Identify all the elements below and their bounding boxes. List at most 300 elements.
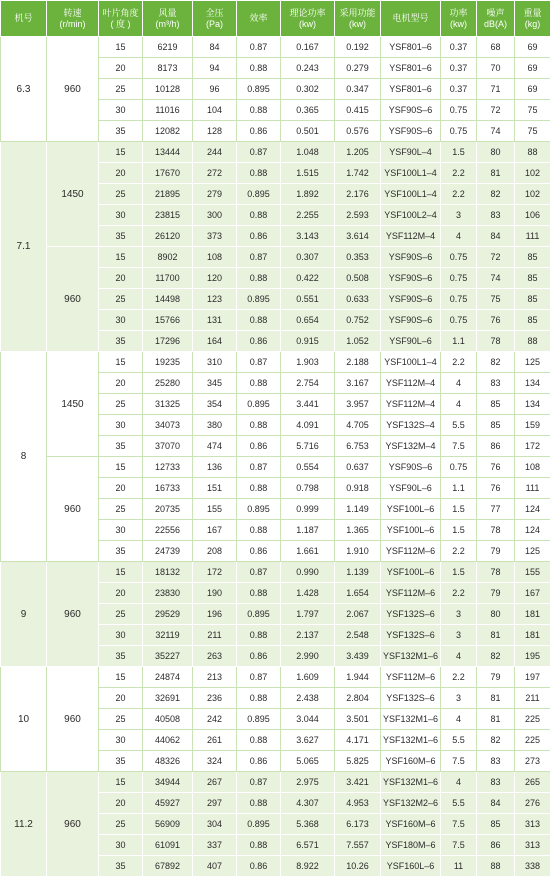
table-row bbox=[1, 37, 550, 58]
noise-cell: 83 bbox=[477, 205, 515, 226]
noise-cell: 81 bbox=[477, 688, 515, 709]
column-header-unit: (kw) bbox=[335, 19, 380, 30]
total-pressure-cell: 123 bbox=[193, 289, 237, 310]
column-header-unit: (Pa) bbox=[193, 19, 236, 30]
efficiency-cell: 0.88 bbox=[237, 100, 281, 121]
adopted-power-cell: 3.501 bbox=[335, 709, 381, 730]
blade-angle-cell: 15 bbox=[99, 142, 143, 163]
total-pressure-cell: 196 bbox=[193, 604, 237, 625]
column-header bbox=[281, 1, 335, 37]
blade-angle-cell: 20 bbox=[99, 793, 143, 814]
weight-cell: 265 bbox=[515, 772, 550, 793]
column-header bbox=[143, 1, 193, 37]
theoretical-power-cell: 1.048 bbox=[281, 142, 335, 163]
total-pressure-cell: 267 bbox=[193, 772, 237, 793]
total-pressure-cell: 104 bbox=[193, 100, 237, 121]
air-volume-cell: 61091 bbox=[143, 835, 193, 856]
motor-power-cell: 1.5 bbox=[441, 520, 477, 541]
efficiency-cell: 0.88 bbox=[237, 373, 281, 394]
air-volume-cell: 23830 bbox=[143, 583, 193, 604]
motor-model-cell: YSF132S–6 bbox=[381, 688, 441, 709]
adopted-power-cell: 5.825 bbox=[335, 751, 381, 772]
theoretical-power-cell: 2.137 bbox=[281, 625, 335, 646]
noise-cell: 86 bbox=[477, 835, 515, 856]
motor-model-cell: YSF132S–6 bbox=[381, 604, 441, 625]
efficiency-cell: 0.87 bbox=[237, 142, 281, 163]
adopted-power-cell: 0.637 bbox=[335, 457, 381, 478]
theoretical-power-cell: 0.243 bbox=[281, 58, 335, 79]
adopted-power-cell: 2.548 bbox=[335, 625, 381, 646]
column-header bbox=[47, 1, 99, 37]
total-pressure-cell: 297 bbox=[193, 793, 237, 814]
weight-cell: 124 bbox=[515, 520, 550, 541]
air-volume-cell: 17296 bbox=[143, 331, 193, 352]
air-volume-cell: 8173 bbox=[143, 58, 193, 79]
weight-cell: 181 bbox=[515, 604, 550, 625]
weight-cell: 88 bbox=[515, 331, 550, 352]
total-pressure-cell: 120 bbox=[193, 268, 237, 289]
air-volume-cell: 22556 bbox=[143, 520, 193, 541]
table-row bbox=[1, 667, 550, 688]
air-volume-cell: 29529 bbox=[143, 604, 193, 625]
total-pressure-cell: 354 bbox=[193, 394, 237, 415]
air-volume-cell: 12733 bbox=[143, 457, 193, 478]
column-header bbox=[1, 1, 47, 37]
air-volume-cell: 45927 bbox=[143, 793, 193, 814]
weight-cell: 125 bbox=[515, 352, 550, 373]
motor-model-cell: YSF90S–6 bbox=[381, 121, 441, 142]
blade-angle-cell: 20 bbox=[99, 268, 143, 289]
motor-model-cell: YSF112M–6 bbox=[381, 541, 441, 562]
efficiency-cell: 0.87 bbox=[237, 772, 281, 793]
motor-power-cell: 7.5 bbox=[441, 436, 477, 457]
air-volume-cell: 32119 bbox=[143, 625, 193, 646]
theoretical-power-cell: 0.307 bbox=[281, 247, 335, 268]
adopted-power-cell: 1.365 bbox=[335, 520, 381, 541]
air-volume-cell: 11016 bbox=[143, 100, 193, 121]
total-pressure-cell: 407 bbox=[193, 856, 237, 877]
speed-cell: 960 bbox=[47, 772, 99, 877]
air-volume-cell: 56909 bbox=[143, 814, 193, 835]
efficiency-cell: 0.86 bbox=[237, 751, 281, 772]
motor-power-cell: 0.75 bbox=[441, 268, 477, 289]
air-volume-cell: 26120 bbox=[143, 226, 193, 247]
weight-cell: 75 bbox=[515, 100, 550, 121]
total-pressure-cell: 263 bbox=[193, 646, 237, 667]
motor-model-cell: YSF90L–6 bbox=[381, 478, 441, 499]
adopted-power-cell: 7.557 bbox=[335, 835, 381, 856]
motor-power-cell: 0.75 bbox=[441, 310, 477, 331]
noise-cell: 72 bbox=[477, 247, 515, 268]
motor-model-cell: YSF100L1–4 bbox=[381, 163, 441, 184]
motor-model-cell: YSF112M–4 bbox=[381, 226, 441, 247]
motor-model-cell: YSF132M2–6 bbox=[381, 793, 441, 814]
model-number-cell: 7.1 bbox=[1, 142, 47, 352]
theoretical-power-cell: 0.365 bbox=[281, 100, 335, 121]
noise-cell: 88 bbox=[477, 856, 515, 877]
noise-cell: 81 bbox=[477, 709, 515, 730]
noise-cell: 78 bbox=[477, 331, 515, 352]
table-header bbox=[1, 1, 550, 37]
blade-angle-cell: 15 bbox=[99, 667, 143, 688]
adopted-power-cell: 1.944 bbox=[335, 667, 381, 688]
adopted-power-cell: 0.918 bbox=[335, 478, 381, 499]
weight-cell: 134 bbox=[515, 373, 550, 394]
theoretical-power-cell: 0.167 bbox=[281, 37, 335, 58]
air-volume-cell: 34073 bbox=[143, 415, 193, 436]
motor-model-cell: YSF132M1–6 bbox=[381, 730, 441, 751]
blade-angle-cell: 25 bbox=[99, 289, 143, 310]
efficiency-cell: 0.88 bbox=[237, 520, 281, 541]
noise-cell: 83 bbox=[477, 751, 515, 772]
theoretical-power-cell: 1.609 bbox=[281, 667, 335, 688]
total-pressure-cell: 155 bbox=[193, 499, 237, 520]
blade-angle-cell: 35 bbox=[99, 541, 143, 562]
table-body bbox=[1, 37, 550, 877]
noise-cell: 82 bbox=[477, 184, 515, 205]
weight-cell: 197 bbox=[515, 667, 550, 688]
blade-angle-cell: 30 bbox=[99, 205, 143, 226]
air-volume-cell: 23815 bbox=[143, 205, 193, 226]
blade-angle-cell: 25 bbox=[99, 604, 143, 625]
efficiency-cell: 0.88 bbox=[237, 835, 281, 856]
air-volume-cell: 18132 bbox=[143, 562, 193, 583]
air-volume-cell: 37070 bbox=[143, 436, 193, 457]
efficiency-cell: 0.88 bbox=[237, 163, 281, 184]
blade-angle-cell: 20 bbox=[99, 478, 143, 499]
total-pressure-cell: 337 bbox=[193, 835, 237, 856]
column-header-label: 功率 bbox=[441, 8, 476, 19]
motor-power-cell: 3 bbox=[441, 625, 477, 646]
blade-angle-cell: 30 bbox=[99, 730, 143, 751]
theoretical-power-cell: 1.797 bbox=[281, 604, 335, 625]
motor-model-cell: YSF132S–6 bbox=[381, 625, 441, 646]
motor-model-cell: YSF100L–6 bbox=[381, 562, 441, 583]
weight-cell: 85 bbox=[515, 247, 550, 268]
motor-model-cell: YSF90S–6 bbox=[381, 310, 441, 331]
weight-cell: 172 bbox=[515, 436, 550, 457]
noise-cell: 72 bbox=[477, 100, 515, 121]
column-header-unit: (kg) bbox=[515, 19, 550, 30]
theoretical-power-cell: 1.428 bbox=[281, 583, 335, 604]
weight-cell: 108 bbox=[515, 457, 550, 478]
weight-cell: 125 bbox=[515, 541, 550, 562]
blade-angle-cell: 30 bbox=[99, 520, 143, 541]
noise-cell: 81 bbox=[477, 625, 515, 646]
total-pressure-cell: 345 bbox=[193, 373, 237, 394]
total-pressure-cell: 279 bbox=[193, 184, 237, 205]
total-pressure-cell: 190 bbox=[193, 583, 237, 604]
motor-power-cell: 3 bbox=[441, 205, 477, 226]
efficiency-cell: 0.86 bbox=[237, 226, 281, 247]
air-volume-cell: 24874 bbox=[143, 667, 193, 688]
motor-model-cell: YSF100L1–4 bbox=[381, 352, 441, 373]
speed-cell: 1450 bbox=[47, 142, 99, 247]
model-number-cell: 6.3 bbox=[1, 37, 47, 142]
theoretical-power-cell: 3.627 bbox=[281, 730, 335, 751]
weight-cell: 88 bbox=[515, 142, 550, 163]
total-pressure-cell: 211 bbox=[193, 625, 237, 646]
efficiency-cell: 0.86 bbox=[237, 436, 281, 457]
total-pressure-cell: 131 bbox=[193, 310, 237, 331]
blade-angle-cell: 15 bbox=[99, 772, 143, 793]
motor-power-cell: 0.75 bbox=[441, 100, 477, 121]
weight-cell: 159 bbox=[515, 415, 550, 436]
column-header-label: 转速 bbox=[47, 8, 98, 19]
motor-power-cell: 7.5 bbox=[441, 751, 477, 772]
total-pressure-cell: 213 bbox=[193, 667, 237, 688]
noise-cell: 77 bbox=[477, 499, 515, 520]
motor-model-cell: YSF100L1–4 bbox=[381, 184, 441, 205]
air-volume-cell: 21895 bbox=[143, 184, 193, 205]
blade-angle-cell: 25 bbox=[99, 814, 143, 835]
blade-angle-cell: 25 bbox=[99, 709, 143, 730]
motor-model-cell: YSF801–6 bbox=[381, 37, 441, 58]
adopted-power-cell: 3.167 bbox=[335, 373, 381, 394]
total-pressure-cell: 304 bbox=[193, 814, 237, 835]
air-volume-cell: 20735 bbox=[143, 499, 193, 520]
noise-cell: 84 bbox=[477, 793, 515, 814]
total-pressure-cell: 236 bbox=[193, 688, 237, 709]
theoretical-power-cell: 3.143 bbox=[281, 226, 335, 247]
motor-power-cell: 1.1 bbox=[441, 478, 477, 499]
weight-cell: 225 bbox=[515, 730, 550, 751]
theoretical-power-cell: 0.302 bbox=[281, 79, 335, 100]
adopted-power-cell: 0.353 bbox=[335, 247, 381, 268]
blade-angle-cell: 35 bbox=[99, 751, 143, 772]
blade-angle-cell: 20 bbox=[99, 58, 143, 79]
motor-model-cell: YSF160M–6 bbox=[381, 814, 441, 835]
motor-model-cell: YSF100L–6 bbox=[381, 499, 441, 520]
blade-angle-cell: 15 bbox=[99, 247, 143, 268]
efficiency-cell: 0.895 bbox=[237, 79, 281, 100]
column-header bbox=[477, 1, 515, 37]
noise-cell: 86 bbox=[477, 436, 515, 457]
blade-angle-cell: 20 bbox=[99, 163, 143, 184]
air-volume-cell: 19235 bbox=[143, 352, 193, 373]
theoretical-power-cell: 6.571 bbox=[281, 835, 335, 856]
noise-cell: 70 bbox=[477, 58, 515, 79]
efficiency-cell: 0.88 bbox=[237, 268, 281, 289]
motor-model-cell: YSF90S–6 bbox=[381, 289, 441, 310]
total-pressure-cell: 108 bbox=[193, 247, 237, 268]
motor-power-cell: 1.5 bbox=[441, 142, 477, 163]
efficiency-cell: 0.87 bbox=[237, 457, 281, 478]
motor-model-cell: YSF132M1–6 bbox=[381, 709, 441, 730]
noise-cell: 85 bbox=[477, 415, 515, 436]
weight-cell: 85 bbox=[515, 268, 550, 289]
air-volume-cell: 17670 bbox=[143, 163, 193, 184]
motor-power-cell: 2.2 bbox=[441, 667, 477, 688]
column-header-label: 机号 bbox=[1, 13, 46, 24]
motor-model-cell: YSF132M1–6 bbox=[381, 646, 441, 667]
motor-model-cell: YSF801–6 bbox=[381, 79, 441, 100]
weight-cell: 134 bbox=[515, 394, 550, 415]
motor-power-cell: 0.75 bbox=[441, 457, 477, 478]
noise-cell: 80 bbox=[477, 604, 515, 625]
air-volume-cell: 6219 bbox=[143, 37, 193, 58]
efficiency-cell: 0.88 bbox=[237, 730, 281, 751]
efficiency-cell: 0.895 bbox=[237, 394, 281, 415]
column-header-label: 重量 bbox=[515, 8, 550, 19]
model-number-cell: 8 bbox=[1, 352, 47, 562]
motor-model-cell: YSF90L–6 bbox=[381, 331, 441, 352]
motor-model-cell: YSF132M1–6 bbox=[381, 772, 441, 793]
efficiency-cell: 0.895 bbox=[237, 184, 281, 205]
column-header bbox=[441, 1, 477, 37]
weight-cell: 195 bbox=[515, 646, 550, 667]
adopted-power-cell: 2.067 bbox=[335, 604, 381, 625]
total-pressure-cell: 373 bbox=[193, 226, 237, 247]
adopted-power-cell: 10.26 bbox=[335, 856, 381, 877]
motor-model-cell: YSF132S–4 bbox=[381, 415, 441, 436]
blade-angle-cell: 30 bbox=[99, 100, 143, 121]
total-pressure-cell: 242 bbox=[193, 709, 237, 730]
efficiency-cell: 0.88 bbox=[237, 310, 281, 331]
adopted-power-cell: 1.149 bbox=[335, 499, 381, 520]
efficiency-cell: 0.86 bbox=[237, 646, 281, 667]
weight-cell: 313 bbox=[515, 835, 550, 856]
adopted-power-cell: 2.593 bbox=[335, 205, 381, 226]
column-header-label: 理论功率 bbox=[281, 8, 334, 19]
noise-cell: 85 bbox=[477, 814, 515, 835]
blade-angle-cell: 25 bbox=[99, 184, 143, 205]
theoretical-power-cell: 0.551 bbox=[281, 289, 335, 310]
noise-cell: 79 bbox=[477, 667, 515, 688]
motor-model-cell: YSF180M–6 bbox=[381, 835, 441, 856]
adopted-power-cell: 2.176 bbox=[335, 184, 381, 205]
theoretical-power-cell: 4.091 bbox=[281, 415, 335, 436]
air-volume-cell: 40508 bbox=[143, 709, 193, 730]
efficiency-cell: 0.88 bbox=[237, 793, 281, 814]
motor-model-cell: YSF90S–6 bbox=[381, 247, 441, 268]
adopted-power-cell: 0.576 bbox=[335, 121, 381, 142]
table-row bbox=[1, 247, 550, 268]
motor-power-cell: 0.75 bbox=[441, 121, 477, 142]
total-pressure-cell: 474 bbox=[193, 436, 237, 457]
efficiency-cell: 0.86 bbox=[237, 121, 281, 142]
motor-power-cell: 0.75 bbox=[441, 289, 477, 310]
adopted-power-cell: 1.654 bbox=[335, 583, 381, 604]
efficiency-cell: 0.88 bbox=[237, 583, 281, 604]
theoretical-power-cell: 4.307 bbox=[281, 793, 335, 814]
total-pressure-cell: 244 bbox=[193, 142, 237, 163]
total-pressure-cell: 136 bbox=[193, 457, 237, 478]
theoretical-power-cell: 5.065 bbox=[281, 751, 335, 772]
air-volume-cell: 32691 bbox=[143, 688, 193, 709]
noise-cell: 76 bbox=[477, 310, 515, 331]
air-volume-cell: 13444 bbox=[143, 142, 193, 163]
motor-power-cell: 2.2 bbox=[441, 184, 477, 205]
total-pressure-cell: 208 bbox=[193, 541, 237, 562]
blade-angle-cell: 30 bbox=[99, 835, 143, 856]
speed-cell: 960 bbox=[47, 37, 99, 142]
adopted-power-cell: 0.279 bbox=[335, 58, 381, 79]
blade-angle-cell: 35 bbox=[99, 226, 143, 247]
efficiency-cell: 0.895 bbox=[237, 289, 281, 310]
theoretical-power-cell: 3.044 bbox=[281, 709, 335, 730]
adopted-power-cell: 0.347 bbox=[335, 79, 381, 100]
efficiency-cell: 0.87 bbox=[237, 352, 281, 373]
weight-cell: 273 bbox=[515, 751, 550, 772]
motor-power-cell: 11 bbox=[441, 856, 477, 877]
adopted-power-cell: 1.139 bbox=[335, 562, 381, 583]
weight-cell: 85 bbox=[515, 289, 550, 310]
motor-model-cell: YSF160M–6 bbox=[381, 751, 441, 772]
air-volume-cell: 8902 bbox=[143, 247, 193, 268]
noise-cell: 76 bbox=[477, 457, 515, 478]
table-row bbox=[1, 772, 550, 793]
adopted-power-cell: 4.953 bbox=[335, 793, 381, 814]
noise-cell: 81 bbox=[477, 163, 515, 184]
total-pressure-cell: 84 bbox=[193, 37, 237, 58]
blade-angle-cell: 35 bbox=[99, 331, 143, 352]
air-volume-cell: 31325 bbox=[143, 394, 193, 415]
motor-model-cell: YSF90L–4 bbox=[381, 142, 441, 163]
motor-model-cell: YSF132M–4 bbox=[381, 436, 441, 457]
adopted-power-cell: 3.957 bbox=[335, 394, 381, 415]
total-pressure-cell: 96 bbox=[193, 79, 237, 100]
theoretical-power-cell: 0.915 bbox=[281, 331, 335, 352]
noise-cell: 76 bbox=[477, 478, 515, 499]
weight-cell: 102 bbox=[515, 184, 550, 205]
column-header-unit: (r/min) bbox=[47, 19, 98, 30]
adopted-power-cell: 6.173 bbox=[335, 814, 381, 835]
noise-cell: 79 bbox=[477, 583, 515, 604]
efficiency-cell: 0.87 bbox=[237, 667, 281, 688]
motor-power-cell: 2.2 bbox=[441, 163, 477, 184]
noise-cell: 82 bbox=[477, 730, 515, 751]
efficiency-cell: 0.88 bbox=[237, 478, 281, 499]
efficiency-cell: 0.87 bbox=[237, 562, 281, 583]
motor-power-cell: 5.5 bbox=[441, 793, 477, 814]
total-pressure-cell: 261 bbox=[193, 730, 237, 751]
motor-power-cell: 2.2 bbox=[441, 352, 477, 373]
motor-power-cell: 1.5 bbox=[441, 562, 477, 583]
air-volume-cell: 35227 bbox=[143, 646, 193, 667]
weight-cell: 225 bbox=[515, 709, 550, 730]
weight-cell: 167 bbox=[515, 583, 550, 604]
motor-model-cell: YSF112M–4 bbox=[381, 394, 441, 415]
weight-cell: 111 bbox=[515, 478, 550, 499]
theoretical-power-cell: 5.368 bbox=[281, 814, 335, 835]
noise-cell: 74 bbox=[477, 121, 515, 142]
total-pressure-cell: 167 bbox=[193, 520, 237, 541]
motor-model-cell: YSF100L2–4 bbox=[381, 205, 441, 226]
motor-power-cell: 4 bbox=[441, 709, 477, 730]
motor-model-cell: YSF90S–6 bbox=[381, 268, 441, 289]
speed-cell: 960 bbox=[47, 457, 99, 562]
efficiency-cell: 0.895 bbox=[237, 814, 281, 835]
table-row bbox=[1, 562, 550, 583]
efficiency-cell: 0.87 bbox=[237, 37, 281, 58]
theoretical-power-cell: 0.999 bbox=[281, 499, 335, 520]
adopted-power-cell: 0.192 bbox=[335, 37, 381, 58]
total-pressure-cell: 324 bbox=[193, 751, 237, 772]
blade-angle-cell: 20 bbox=[99, 373, 143, 394]
air-volume-cell: 67892 bbox=[143, 856, 193, 877]
column-header-label: 噪声 bbox=[477, 8, 514, 19]
total-pressure-cell: 172 bbox=[193, 562, 237, 583]
column-header-label: 采用功能 bbox=[335, 8, 380, 19]
theoretical-power-cell: 5.716 bbox=[281, 436, 335, 457]
motor-model-cell: YSF801–6 bbox=[381, 58, 441, 79]
air-volume-cell: 34944 bbox=[143, 772, 193, 793]
noise-cell: 84 bbox=[477, 226, 515, 247]
adopted-power-cell: 4.705 bbox=[335, 415, 381, 436]
air-volume-cell: 24739 bbox=[143, 541, 193, 562]
column-header-label: 风量 bbox=[143, 8, 192, 19]
